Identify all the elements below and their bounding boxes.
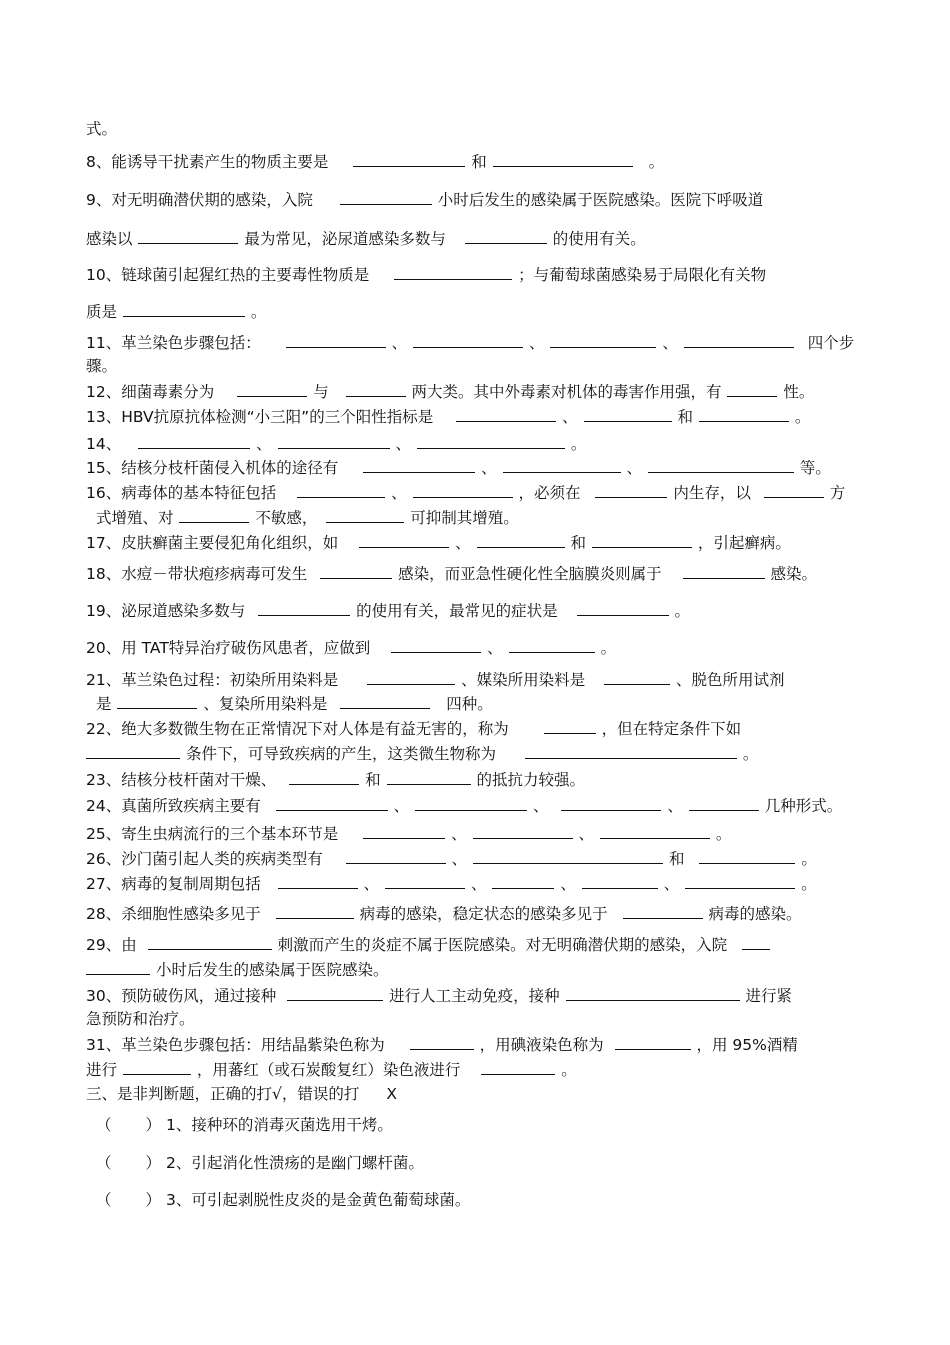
answer-blank[interactable] [592, 532, 692, 548]
question-20 [86, 637, 616, 658]
text: 感染。 [770, 565, 818, 583]
question-16-cont [96, 507, 519, 528]
answer-paren-close[interactable]: ） [145, 1116, 162, 1134]
answer-blank[interactable] [473, 823, 573, 839]
answer-blank[interactable] [689, 795, 759, 811]
question-30 [86, 985, 792, 1006]
answer-blank[interactable] [550, 332, 656, 348]
text: 内生存，以 [673, 484, 751, 502]
text: 27、病毒的复制周期包括 [86, 875, 261, 893]
answer-blank[interactable] [297, 482, 385, 498]
text: 的使用有关。 [552, 230, 646, 248]
question-11-cont [86, 356, 117, 376]
text: 四种。 [446, 695, 493, 713]
text: 质是 [86, 303, 118, 321]
text: 18、水痘－带状疱疹病毒可发生 [86, 565, 308, 583]
answer-blank[interactable] [492, 873, 554, 889]
judgment-item-2 [96, 1153, 424, 1173]
text: 条件下，可导致疾病的产生，这类微生物称为 [185, 745, 496, 763]
question-31-cont [86, 1059, 577, 1080]
text: 23、结核分枝杆菌对干燥、 [86, 771, 277, 789]
answer-blank[interactable] [289, 769, 359, 785]
question-10-cont [86, 301, 266, 322]
text: 、 [487, 639, 503, 657]
question-22 [86, 718, 741, 739]
text: 9、对无明确潜伏期的感染，入院 [86, 191, 313, 209]
answer-blank[interactable] [276, 903, 354, 919]
text: 15、结核分枝杆菌侵入机体的途径有 [86, 459, 339, 477]
text: 22、绝大多数微生物在正常情况下对人体是有益无害的，称为 [86, 720, 509, 738]
text: 和 [677, 408, 693, 426]
question-9 [86, 189, 763, 210]
answer-blank[interactable] [86, 743, 180, 759]
text: 不敏感， [255, 509, 318, 527]
question-8 [86, 151, 664, 172]
answer-blank[interactable] [123, 1059, 191, 1075]
question-29 [86, 934, 771, 955]
answer-blank[interactable] [148, 934, 272, 950]
text: 、 [451, 850, 468, 868]
question-17 [86, 532, 791, 553]
question-21-cont [96, 693, 493, 714]
line-continuation [86, 119, 117, 139]
text: 10、链球菌引起猩红热的主要毒性物质是 [86, 266, 370, 284]
question-24 [86, 795, 842, 816]
text: ，但在特定条件下如 [601, 720, 742, 738]
answer-blank[interactable] [413, 482, 513, 498]
text: 式增殖、对 [96, 509, 174, 527]
text: 急预防和治疗。 [86, 1010, 195, 1028]
question-30-cont [86, 1009, 195, 1029]
answer-blank[interactable] [363, 457, 475, 473]
answer-blank[interactable] [258, 600, 350, 616]
text: 30、预防破伤风，通过接种 [86, 987, 277, 1005]
question-12 [86, 381, 814, 402]
text: 、 [395, 435, 412, 453]
text: 性。 [783, 383, 815, 401]
answer-blank[interactable] [417, 433, 565, 449]
text: 12、细菌毒素分为 [86, 383, 215, 401]
text: 、 [471, 875, 487, 893]
judgment-item-3 [96, 1190, 470, 1210]
answer-blank[interactable] [276, 795, 388, 811]
text: 、 [391, 334, 408, 352]
answer-blank[interactable] [544, 718, 596, 734]
question-14 [86, 433, 586, 454]
answer-blank[interactable] [477, 532, 565, 548]
answer-blank[interactable] [179, 507, 249, 523]
answer-blank[interactable] [237, 381, 307, 397]
question-25 [86, 823, 731, 844]
text: 小时后发生的感染属于医院感染。医院下呼吸道 [437, 191, 764, 209]
question-27 [86, 873, 817, 894]
answer-paren-open[interactable]: （ [96, 1154, 112, 1172]
text: 、 [533, 797, 549, 815]
question-19 [86, 600, 690, 621]
text: 最为常见，泌尿道感染多数与 [244, 230, 446, 248]
answer-blank[interactable] [278, 873, 358, 889]
text: 进行 [86, 1061, 118, 1079]
text: 。 [648, 153, 665, 171]
text: 、 [662, 334, 678, 352]
question-16 [86, 482, 845, 503]
question-29-cont [86, 959, 388, 980]
answer-blank[interactable] [346, 381, 406, 397]
text: 。 [794, 408, 811, 426]
text: 、 [626, 459, 643, 477]
text: 进行紧 [745, 987, 793, 1005]
text: 20、用 TAT特异治疗破伤风患者，应做到 [86, 639, 371, 657]
answer-blank[interactable] [699, 406, 789, 422]
answer-blank[interactable] [413, 332, 523, 348]
text: ，必须在 [518, 484, 581, 502]
answer-blank[interactable] [340, 693, 430, 709]
answer-blank[interactable] [566, 985, 740, 1001]
text: 、 [363, 875, 380, 893]
text: 28、杀细胞性感染多见于 [86, 905, 261, 923]
question-10 [86, 264, 766, 285]
question-31 [86, 1034, 798, 1055]
text: 方 [829, 484, 846, 502]
text: 进行人工主动免疫，接种 [389, 987, 560, 1005]
answer-blank[interactable] [456, 406, 556, 422]
text: 19、泌尿道感染多数与 [86, 602, 246, 620]
answer-blank[interactable] [117, 693, 197, 709]
text: 、复染所用染料是 [203, 695, 328, 713]
answer-blank[interactable] [582, 873, 658, 889]
text: 、 [451, 825, 467, 843]
answer-blank[interactable] [509, 637, 595, 653]
text: 17、皮肤癣菌主要侵犯角化组织，如 [86, 534, 339, 552]
question-26 [86, 848, 817, 869]
answer-blank[interactable] [387, 769, 471, 785]
answer-blank[interactable] [584, 406, 672, 422]
text: 感染以 [86, 230, 133, 248]
cross-mark: X [386, 1085, 397, 1103]
text: 和 [471, 153, 487, 171]
text: 骤。 [86, 357, 118, 375]
text: 四个步 [807, 334, 855, 352]
text: 。 [715, 825, 732, 843]
answer-blank[interactable] [742, 934, 770, 950]
statement-text: 1、接种环的消毒灭菌选用干烤。 [165, 1116, 393, 1134]
text: ，用 95%酒精 [696, 1036, 798, 1054]
text: 、 [560, 875, 576, 893]
text: 、 [578, 825, 595, 843]
text: 与 [313, 383, 329, 401]
text: 、 [562, 408, 578, 426]
text: ，用蕃红（或石炭酸复红）染色液进行 [196, 1061, 461, 1079]
text: 31、革兰染色步骤包括：用结晶紫染色称为 [86, 1036, 385, 1054]
answer-blank[interactable] [473, 848, 663, 864]
statement-text: 2、引起消化性溃疡的是幽门螺杆菌。 [165, 1154, 424, 1172]
answer-blank[interactable] [683, 563, 765, 579]
text: 。 [600, 639, 617, 657]
text: ，引起癣病。 [697, 534, 791, 552]
answer-blank[interactable] [367, 669, 455, 685]
text: 、 [529, 334, 545, 352]
answer-blank[interactable] [415, 795, 527, 811]
answer-blank[interactable] [595, 482, 667, 498]
text: 、 [391, 484, 407, 502]
text: ；与葡萄球菌感染易于局限化有关物 [518, 266, 767, 284]
answer-paren-open[interactable]: （ [96, 1191, 112, 1209]
text: 和 [669, 850, 685, 868]
question-23 [86, 769, 585, 790]
text: 26、沙门菌引起人类的疾病类型有 [86, 850, 323, 868]
answer-blank[interactable] [699, 848, 795, 864]
text: 的抵抗力较强。 [476, 771, 586, 789]
answer-blank[interactable] [561, 795, 661, 811]
text: 、 [455, 534, 471, 552]
answer-blank[interactable] [359, 532, 449, 548]
text: 和 [570, 534, 587, 552]
answer-blank[interactable] [340, 189, 432, 205]
answer-blank[interactable] [525, 743, 737, 759]
text: 11、革兰染色步骤包括： [86, 334, 261, 352]
question-18 [86, 563, 817, 584]
answer-blank[interactable] [503, 457, 621, 473]
text: 25、寄生虫病流行的三个基本环节是 [86, 825, 339, 843]
answer-blank[interactable] [346, 848, 446, 864]
text: 是 [96, 695, 112, 713]
answer-blank[interactable] [493, 151, 633, 167]
text: 。 [742, 745, 759, 763]
text: 、 [663, 875, 680, 893]
text: 8、能诱导干扰素产生的物质主要是 [86, 153, 329, 171]
text: 14、 [86, 435, 122, 453]
text: 。 [801, 850, 817, 868]
text: 几种形式。 [764, 797, 843, 815]
text: 刺激而产生的炎症不属于医院感染。对无明确潜伏期的感染，入院 [277, 936, 728, 954]
answer-blank[interactable] [123, 301, 245, 317]
question-28 [86, 903, 802, 924]
answer-blank[interactable] [684, 332, 794, 348]
text: 16、病毒体的基本特征包括 [86, 484, 277, 502]
answer-blank[interactable] [410, 1034, 474, 1050]
answer-blank[interactable] [391, 637, 481, 653]
answer-blank[interactable] [623, 903, 703, 919]
answer-paren-close[interactable]: ） [145, 1154, 162, 1172]
text: 式。 [86, 120, 118, 138]
text: 病毒的感染，稳定状态的感染多见于 [359, 905, 608, 923]
text: 两大类。其中外毒素对机体的毒害作用强，有 [411, 383, 722, 401]
text: 。 [561, 1061, 577, 1079]
answer-blank[interactable] [278, 433, 390, 449]
answer-blank[interactable] [615, 1034, 691, 1050]
text: 。 [570, 435, 587, 453]
answer-blank[interactable] [385, 873, 465, 889]
answer-blank[interactable] [286, 332, 386, 348]
text: 、 [667, 797, 683, 815]
text: 13、HBV抗原抗体检测“小三阳”的三个阳性指标是 [86, 408, 434, 426]
answer-blank[interactable] [320, 563, 392, 579]
answer-blank[interactable] [481, 1059, 555, 1075]
text: 的使用有关，最常见的症状是 [356, 602, 558, 620]
judgment-item-1 [96, 1115, 393, 1135]
text: 。 [674, 602, 691, 620]
answer-blank[interactable] [727, 381, 777, 397]
text: 、媒染所用染料是 [461, 671, 586, 689]
answer-blank[interactable] [138, 228, 238, 244]
text: 29、由 [86, 936, 137, 954]
answer-paren-close[interactable]: ） [145, 1191, 162, 1209]
question-15 [86, 457, 831, 478]
answer-blank[interactable] [648, 457, 794, 473]
text: 24、真菌所致疾病主要有 [86, 797, 261, 815]
text: 、 [393, 797, 410, 815]
answer-blank[interactable] [138, 433, 250, 449]
question-22-cont [86, 743, 758, 764]
text: 感染，而亚急性硬化性全脑膜炎则属于 [398, 565, 662, 583]
text: 。 [801, 875, 817, 893]
answer-blank[interactable] [764, 482, 824, 498]
answer-blank[interactable] [685, 873, 795, 889]
text: 等。 [799, 459, 831, 477]
text: 小时后发生的感染属于医院感染。 [155, 961, 389, 979]
text: 。 [250, 303, 267, 321]
answer-paren-open[interactable]: （ [96, 1116, 112, 1134]
answer-blank[interactable] [604, 669, 670, 685]
question-9-cont [86, 228, 646, 249]
answer-blank[interactable] [353, 151, 465, 167]
answer-blank[interactable] [394, 264, 512, 280]
text: 病毒的感染。 [708, 905, 802, 923]
question-11 [86, 332, 854, 353]
question-21 [86, 669, 785, 690]
text: 和 [365, 771, 381, 789]
answer-blank[interactable] [577, 600, 669, 616]
text: 可抑制其增殖。 [410, 509, 519, 527]
text: ，用碘液染色称为 [479, 1036, 604, 1054]
answer-blank[interactable] [326, 507, 404, 523]
answer-blank[interactable] [600, 823, 710, 839]
question-13 [86, 406, 810, 427]
answer-blank[interactable] [86, 959, 150, 975]
text: 、 [256, 435, 272, 453]
text: 、脱色所用试剂 [676, 671, 785, 689]
answer-blank[interactable] [287, 985, 383, 1001]
text: 21、革兰染色过程：初染所用染料是 [86, 671, 339, 689]
answer-blank[interactable] [465, 228, 547, 244]
section-heading: 三、是非判断题，正确的打√，错误的打 [86, 1085, 360, 1103]
text: 、 [481, 459, 497, 477]
section-three-heading [86, 1084, 397, 1104]
answer-blank[interactable] [363, 823, 445, 839]
statement-text: 3、可引起剥脱性皮炎的是金黄色葡萄球菌。 [165, 1191, 471, 1209]
